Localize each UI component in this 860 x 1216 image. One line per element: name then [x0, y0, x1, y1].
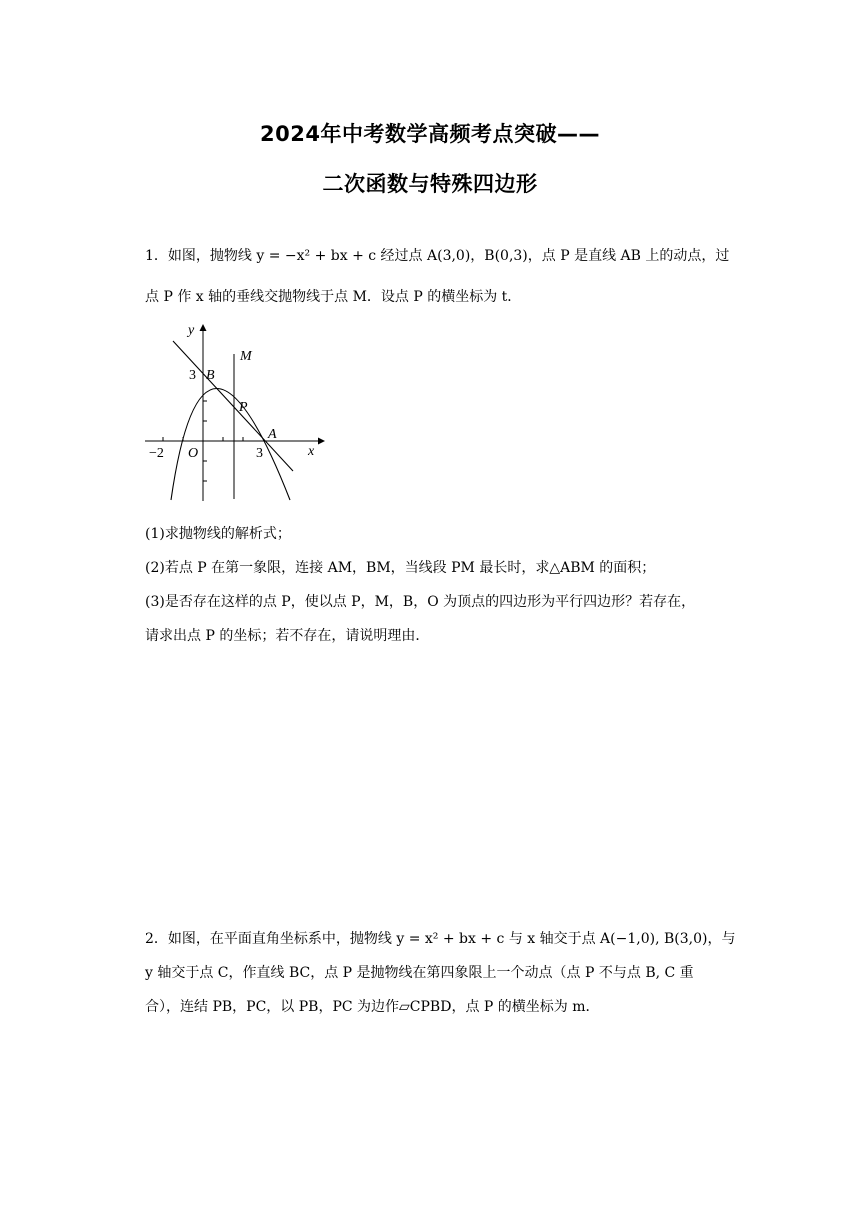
page-title-line2: 二次函数与特殊四边形: [322, 172, 538, 196]
label-o: O: [188, 446, 199, 461]
label-neg2: −2: [149, 446, 164, 461]
label-b: B: [206, 368, 215, 383]
label-p: P: [239, 400, 248, 415]
q2-line3: 合），连结 PB，PC，以 PB，PC 为边作▱CPBD，点 P 的横坐标为 m．: [145, 999, 600, 1015]
q1-line2: 点 P 作 x 轴的垂线交抛物线于点 M．设点 P 的横坐标为 t．: [145, 289, 522, 305]
q1-sub1: (1)求抛物线的解析式；: [145, 526, 291, 542]
q1-sub3a: (3)是否存在这样的点 P，使以点 P，M，B，O 为顶点的四边形为平行四边形？若存在，: [145, 594, 696, 610]
label-3x: 3: [256, 446, 263, 461]
label-a: A: [268, 427, 277, 442]
q1-line1: 1．如图，抛物线 y = −x² + bx + c 经过点 A(3,0)，B(0,3)，点 P 是直线 AB 上的动点，过: [145, 248, 730, 264]
parabola-curve: [171, 389, 290, 501]
label-y: y: [188, 323, 195, 338]
q2-line1: 2．如图，在平面直角坐标系中，抛物线 y = x² + bx + c 与 x 轴交于点 A(−1,0), B(3,0)，与: [145, 931, 736, 947]
q1-sub3b: 请求出点 P 的坐标；若不存在，请说明理由．: [145, 628, 430, 644]
label-3y: 3: [189, 368, 196, 383]
y-axis-arrow: [200, 324, 207, 331]
x-axis-arrow: [318, 438, 325, 445]
page-title-line1: 2024年中考数学高频考点突破——: [260, 122, 600, 146]
q1-figure: [140, 318, 330, 508]
parabola-graph: [140, 318, 330, 508]
label-m: M: [240, 349, 252, 364]
q1-sub2: (2)若点 P 在第一象限，连接 AM，BM，当线段 PM 最长时，求△ABM 的面积；: [145, 560, 656, 576]
label-x: x: [308, 444, 315, 459]
q2-line2: y 轴交于点 C，作直线 BC，点 P 是抛物线在第四象限上一个动点（点 P 不与点 B, C 重: [145, 965, 694, 981]
